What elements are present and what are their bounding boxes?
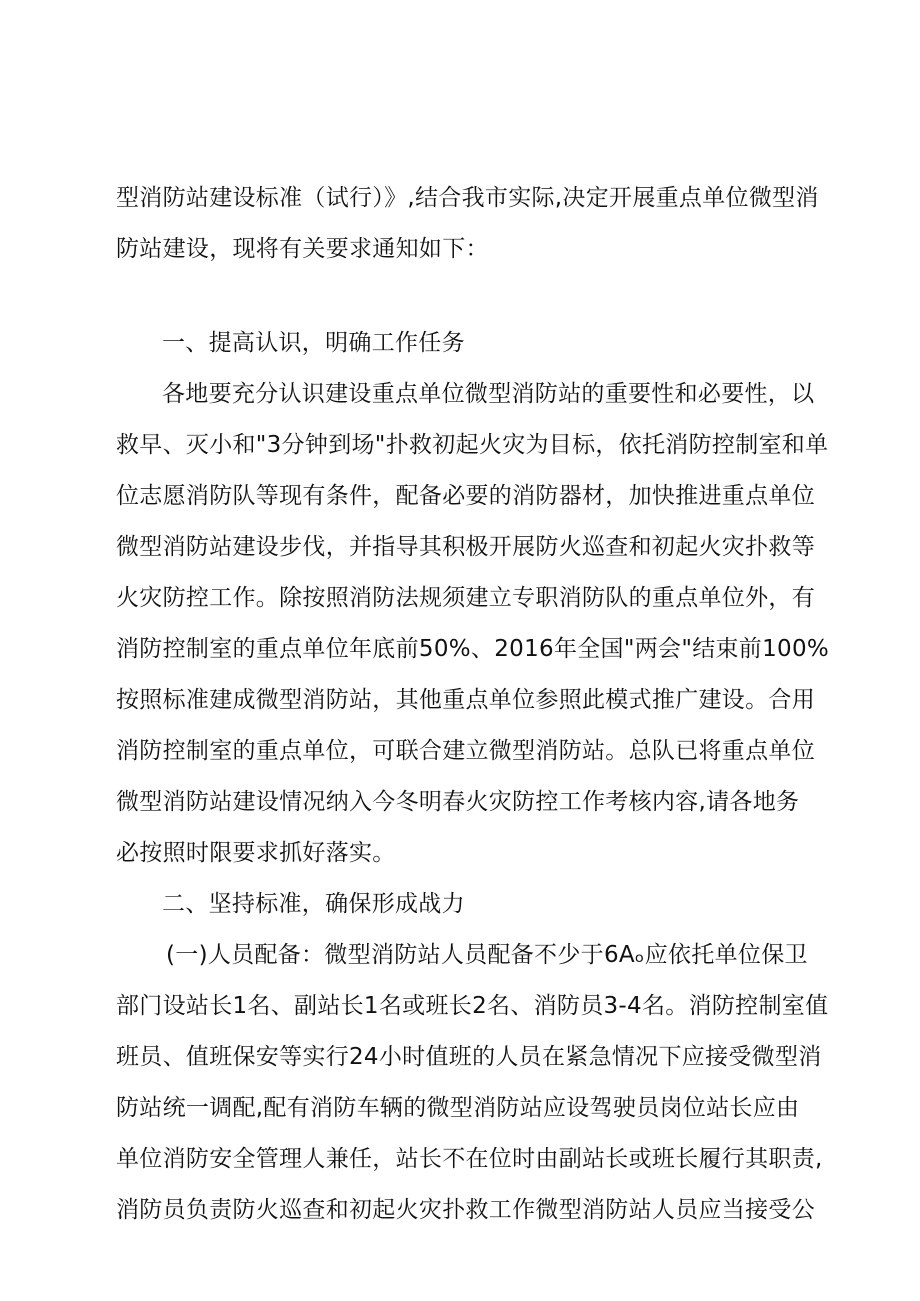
section-1-line-2: 救早、灭小和"3分钟到场"扑救初起火灾为目标，依托消防控制室和单 bbox=[116, 432, 829, 458]
section-1 bbox=[116, 318, 830, 1236]
section-2-line-6: 消防员负责防火巡查和初起火灾扑救工作微型消防站人员应当接受公 bbox=[116, 1197, 815, 1223]
section-2-line-3: 班员、值班保安等实行24小时值班的人员在紧急情况下应接受微型消 bbox=[116, 1044, 822, 1070]
section-2-line-4: 防站统一调配,配有消防车辆的微型消防站应设驾驶员岗位站长应由 bbox=[116, 1095, 800, 1121]
section-1-line-4: 微型消防站建设步伐，并指导其积极开展防火巡查和初起火灾扑救等 bbox=[116, 534, 815, 560]
section-1-line-1: 各地要充分认识建设重点单位微型消防站的重要性和必要性，以 bbox=[162, 381, 815, 407]
section-2-heading: 二、坚持标准，确保形成战力 bbox=[162, 891, 465, 917]
section-1-line-8: 消防控制室的重点单位，可联合建立微型消防站。总队已将重点单位 bbox=[116, 738, 815, 764]
intro-line-2: 防站建设，现将有关要求通知如下： bbox=[116, 236, 489, 262]
section-2-line-1: (一)人员配备：微型消防站人员配备不少于6Aₒ应依托单位保卫 bbox=[166, 942, 808, 968]
section-1-line-3: 位志愿消防队等现有条件，配备必要的消防器材，加快推进重点单位 bbox=[116, 483, 815, 509]
section-1-line-7: 按照标准建成微型消防站，其他重点单位参照此模式推广建设。合用 bbox=[116, 687, 815, 713]
section-1-line-10: 必按照时限要求抓好落实。 bbox=[116, 840, 396, 866]
section-1-line-6: 消防控制室的重点单位年底前50%、2016年全国"两会"结束前100% bbox=[116, 636, 830, 662]
section-2-line-5: 单位消防安全管理人兼任，站长不在位时由副站长或班长履行其职责, bbox=[116, 1146, 823, 1172]
section-1-line-5: 火灾防控工作。除按照消防法规须建立专职消防队的重点单位外，有 bbox=[116, 585, 815, 611]
section-1-line-9: 微型消防站建设情况纳入今冬明春火灾防控工作考核内容,请各地务 bbox=[116, 789, 800, 815]
section-2-line-2: 部门设站长1名、副站长1名或班长2名、消防员3-4名。消防控制室值 bbox=[116, 993, 829, 1019]
section-1-heading: 一、提高认识，明确工作任务 bbox=[162, 330, 465, 356]
intro-line-1: 型消防站建设标准（试行）》,结合我市实际,决定开展重点单位微型消 bbox=[116, 185, 819, 211]
intro-paragraph bbox=[116, 173, 819, 275]
